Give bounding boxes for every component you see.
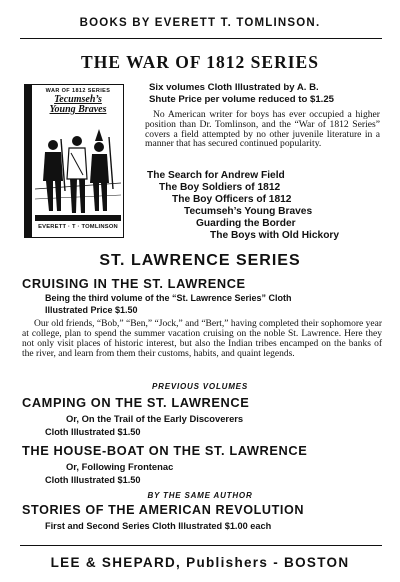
book-title-2: The Boy Soldiers of 1812 [159,182,281,193]
publisher-footer: LEE & SHEPARD, Publishers - BOSTON [50,555,350,570]
book-title-6: The Boys with Old Hickory [210,230,340,241]
book-title-3: The Boy Officers of 1812 [172,194,292,205]
st-lawrence-series-title: ST. LAWRENCE SERIES [99,252,301,269]
book-title-5: Guarding the Border [196,218,296,229]
book-cover-image [24,84,124,238]
book-title-4: Tecumseh’s Young Braves [184,206,313,217]
cruising-title: CRUISING IN THE ST. LAWRENCE [22,276,246,291]
camping-title: CAMPING ON THE ST. LAWRENCE [22,395,250,410]
revolution-details: First and Second Series Cloth Illustrated $1.00 each [45,521,272,531]
footer-rule [20,545,382,546]
header-rule [20,38,382,39]
war-series-description: No American writer for boys has ever occupied a higher position than Dr. Tomlinson, and the “War of 1812 Series” covers a field attempted by no other juvenile literature in a manner that has secured continued popularity. [145,109,380,150]
house-boat-subtitle: Or, Following Frontenac [66,461,174,472]
previous-volumes-label: PREVIOUS VOLUMES [152,382,248,391]
cruising-detail-line-1: Being the third volume of the “St. Lawrence Series” Cloth [45,293,292,303]
camping-details: Cloth Illustrated $1.50 [45,427,141,437]
cover-soldiers-illustration [35,119,121,221]
war-series-price-line-2: Shute Price per volume reduced to $1.25 [149,94,335,105]
house-boat-details: Cloth Illustrated $1.50 [45,475,141,485]
cover-author: EVERETT · T · TOMLINSON [38,224,118,230]
camping-subtitle: Or, On the Trail of the Early Discoverers [66,413,244,424]
war-series-title: THE WAR OF 1812 SERIES [81,52,319,72]
cover-title-line-1: Tecumseh’s [54,94,102,105]
house-boat-title: THE HOUSE-BOAT ON THE ST. LAWRENCE [22,443,308,458]
page-header: BOOKS BY EVERETT T. TOMLINSON. [79,17,321,29]
cover-title-line-2: Young Braves [49,104,107,115]
book-title-1: The Search for Andrew Field [147,170,285,181]
revolution-title: STORIES OF THE AMERICAN REVOLUTION [22,503,305,517]
war-series-price-line-1: Six volumes Cloth Illustrated by A. B. [149,82,319,93]
cruising-detail-line-2: Illustrated Price $1.50 [45,305,138,315]
same-author-label: BY THE SAME AUTHOR [147,491,253,500]
cover-series-label: WAR OF 1812 SERIES [45,88,111,94]
cruising-description: Our old friends, “Bob,” “Ben,” “Jock,” and “Bert,” having completed their sophomore year at college, plan to spend the summer vacation cruising on the noble St. Lawrence. Here they not only visit places of historic interest, but also the Indian tribes encamped on the banks of the river, and learn from them their customs, habits, and quaint legends. [22,319,382,360]
cover-spine [25,85,32,237]
cover-title [39,95,117,115]
